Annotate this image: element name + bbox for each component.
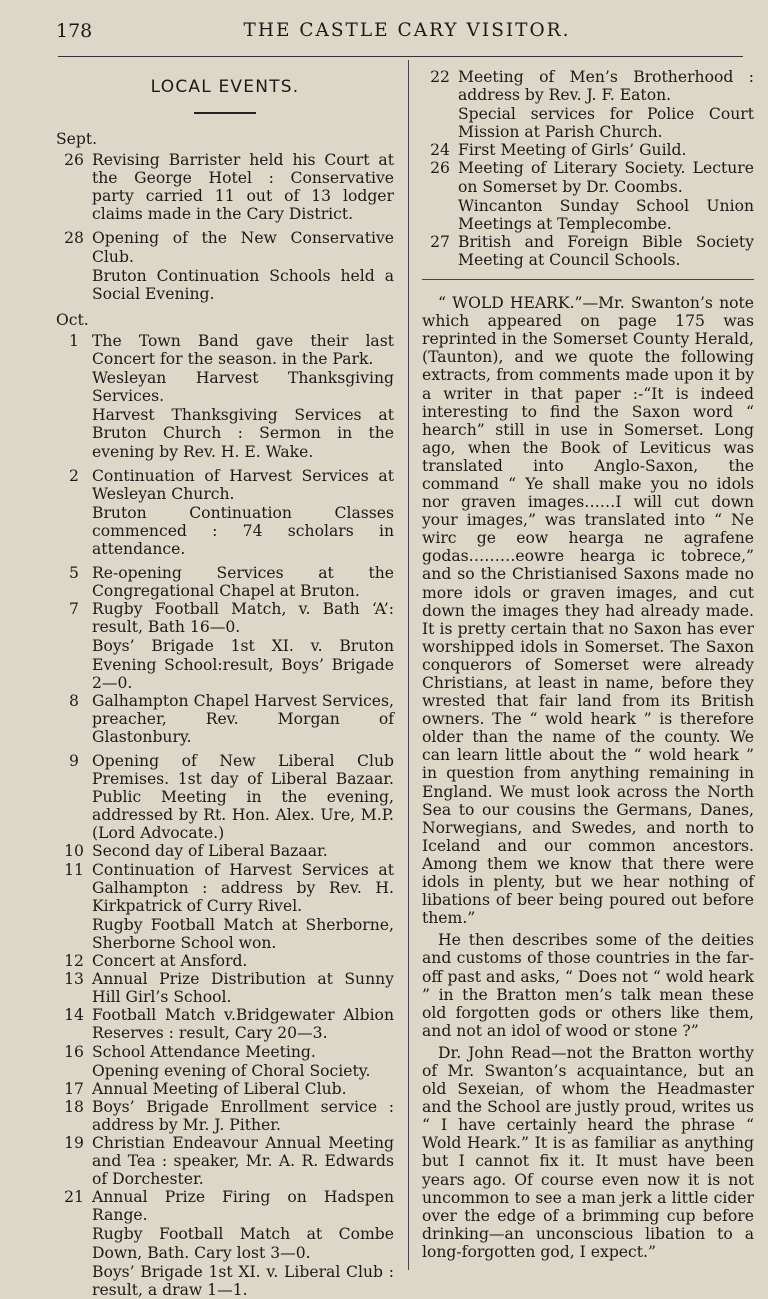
event-texts (92, 861, 394, 952)
event-text: Special services for Police Court Mission at Parish Church. (458, 105, 754, 142)
running-title: THE CASTLE CARY VISITOR. (243, 20, 571, 41)
header-rule (58, 56, 743, 57)
event-texts (458, 233, 754, 269)
event-text: Meeting of Men’s Brotherhood : address by Rev. J. F. Eaton. (458, 68, 754, 105)
event-day: 7 (69, 600, 79, 619)
event-text: The Town Band gave their last Concert for the season. in the Park. (92, 331, 394, 369)
event-text: Annual Prize Distribution at Sunny Hill Girl’s School. (92, 970, 394, 1007)
event-entry (56, 1043, 394, 1080)
event-day: 28 (64, 229, 84, 248)
event-entry (56, 332, 394, 461)
event-entry (56, 1080, 394, 1098)
event-entry (422, 233, 754, 269)
event-day: 18 (64, 1097, 84, 1116)
event-day: 19 (64, 1133, 84, 1152)
event-entry (56, 600, 394, 691)
column-divider (408, 60, 409, 1270)
event-day: 1 (69, 331, 79, 350)
event-day: 24 (430, 141, 450, 160)
event-entry (56, 564, 394, 600)
event-texts (92, 952, 394, 970)
event-entry (422, 68, 754, 141)
event-texts (92, 842, 394, 860)
event-day: 8 (69, 691, 79, 710)
event-entry (56, 467, 394, 558)
event-texts (92, 1134, 394, 1188)
event-texts (92, 151, 394, 223)
event-entry (56, 1188, 394, 1299)
event-day: 21 (64, 1188, 84, 1207)
event-texts (92, 600, 394, 691)
event-entry (56, 1134, 394, 1188)
event-texts (458, 141, 754, 159)
left-column (56, 68, 394, 1299)
event-text: Re-opening Services at the Congregational Chapel at Bruton. (92, 564, 394, 601)
event-text: Continuation of Harvest Services at Wesleyan Church. (92, 466, 394, 503)
event-text: Harvest Thanksgiving Services at Bruton Church : Sermon in the evening by Rev. H. E. Wake. (92, 406, 394, 461)
event-day: 2 (69, 466, 79, 485)
page-header (56, 14, 728, 46)
event-text: Opening evening of Choral Society. (92, 1061, 371, 1080)
right-column (422, 68, 754, 1261)
event-text: Boys’ Brigade 1st XI. v. Liberal Club : result, a draw 1—1. (92, 1262, 394, 1299)
event-text: Annual Meeting of Liberal Club. (92, 1079, 347, 1098)
article-paragraph: “ WOLD HEARK.”—Mr. Swanton’s note which appeared on page 175 was reprinted in the Somerset County Herald, (Taunton), and we quote the following extracts, from comments made upon it by a writer in that paper :-“It is indeed interesting to find the Saxon word “ hearch” still in use in Somerset. Long ago, when the Book of Leviticus was translated into Anglo-Saxon, the command “ Ye shall make you no idols nor graven images……I will cut down your images,” was translated into “ Ne wirc ge eow hearga ne agrafene godas………eowre hearga ic tobrece,” and so the Christianised Saxons made no more idols or graven images, and cut down the images they had already made. It is pretty certain that no Saxon has ever worshipped idols in Somerset. The Saxon conquerors of Somerset were already Christians, at least in name, before they wrested that fair land from its British owners. The “ wold heark ” is therefore older than the name of the county. We can learn little about the “ wold heark ” in question from anything remaining in England. We must look across the North Sea to our cousins the Germans, Danes, Norwegians, and Swedes, and north to Iceland and our common ancestors. Among them we know that there were idols in plenty, but we hear nothing of libations of beer being poured out before them.” (422, 294, 754, 928)
event-texts (92, 229, 394, 302)
event-text: Rugby Football Match, v. Bath ‘A’: result, Bath 16—0. (92, 600, 394, 637)
event-texts (92, 1043, 394, 1080)
event-texts (92, 1006, 394, 1042)
event-text: Rugby Football Match at Combe Down, Bath. Cary lost 3—0. (92, 1225, 394, 1262)
event-texts (458, 68, 754, 141)
event-day: 5 (69, 564, 79, 583)
event-text: Meeting of Literary Society. Lecture on Somerset by Dr. Coombs. (458, 159, 754, 196)
wold-heark-article (422, 294, 754, 1261)
article-paragraph: Dr. John Read—not the Bratton worthy of Mr. Swanton’s acquaintance, but an old Sexeian, of whom the Headmaster and the School are justly proud, writes us “ I have certainly heard the phrase “ Wold Heark.” It is as familiar as anything but I cannot fix it. It must have been years ago. Of course even now it is not uncommon to see a man jerk a little cider over the edge of a brimming cup before drinking—an unconscious libation to a long-forgotten god, I expect.” (422, 1043, 754, 1261)
event-texts (92, 467, 394, 558)
event-text: Galhampton Chapel Harvest Services, preacher, Rev. Morgan of Glastonbury. (92, 691, 394, 746)
article-paragraph: He then describes some of the deities and customs of those countries in the far-off past and asks, “ Does not “ wold heark ” in the Bratton men’s talk mean these old forgotten gods or others like them, and not an idol of wood or stone ?” (422, 931, 754, 1040)
event-entry (422, 159, 754, 232)
event-text: Christian Endeavour Annual Meeting and Tea : speaker, Mr. A. R. Edwards of Dorchester. (92, 1133, 394, 1189)
event-day: 13 (64, 970, 84, 989)
event-text: First Meeting of Girls’ Guild. (458, 141, 687, 160)
event-day: 26 (430, 159, 450, 178)
event-text: Continuation of Harvest Services at Galhampton : address by Rev. H. Kirkpatrick of Curry Rivel. (92, 860, 394, 915)
event-day: 9 (69, 752, 79, 770)
article-rule (422, 279, 754, 280)
event-text: Wesleyan Harvest Thanksgiving Services. (92, 369, 394, 406)
event-entry (56, 842, 394, 860)
event-text: Boys’ Brigade Enrollment service : address by Mr. J. Pither. (92, 1097, 394, 1134)
event-entry (56, 1098, 394, 1134)
event-texts (92, 1080, 394, 1098)
oct-event-list (56, 332, 394, 1299)
event-text: Opening of New Liberal Club Premises. 1st day of Liberal Bazaar. Public Meeting in the evening, addressed by Rt. Hon. Alex. Ure, M.P. (Lord Advocate.) (92, 752, 394, 843)
event-text: British and Foreign Bible Society Meeting at Council Schools. (458, 232, 754, 269)
event-day: 27 (430, 232, 450, 251)
continued-event-list (422, 68, 754, 269)
event-texts (92, 692, 394, 746)
event-texts (92, 970, 394, 1006)
event-entry (56, 229, 394, 302)
event-text: Wincanton Sunday School Union Meetings at Templecombe. (458, 196, 754, 233)
event-texts (458, 159, 754, 232)
event-text: Bruton Continuation Classes commenced : 74 scholars in attendance. (92, 503, 394, 558)
event-entry (56, 970, 394, 1006)
event-day: 16 (64, 1042, 84, 1061)
event-day: 10 (64, 842, 84, 861)
event-text: Revising Barrister held his Court at the George Hotel : Conservative party carried 11 out of 13 lodger claims made in the Cary District. (92, 151, 394, 224)
event-day: 12 (64, 952, 84, 971)
event-text: Bruton Continuation Schools held a Social Evening. (92, 266, 394, 303)
event-day: 14 (64, 1006, 84, 1025)
event-entry (56, 151, 394, 223)
month-heading-oct: Oct. (56, 310, 89, 329)
event-entry (56, 861, 394, 952)
event-text: Football Match v.Bridgewater Albion Reserves : result, Cary 20—3. (92, 1006, 394, 1043)
event-texts (92, 564, 394, 600)
event-text: Boys’ Brigade 1st XI. v. Bruton Evening School:result, Boys’ Brigade 2—0. (92, 637, 394, 692)
event-texts (92, 1098, 394, 1134)
page-number: 178 (56, 20, 93, 42)
title-rule (194, 112, 256, 114)
event-entry (422, 141, 754, 159)
section-title: LOCAL EVENTS. (150, 77, 300, 97)
event-day: 26 (64, 151, 84, 170)
event-day: 17 (64, 1079, 84, 1098)
event-text: School Attendance Meeting. (92, 1042, 316, 1061)
event-texts (92, 332, 394, 461)
event-text: Second day of Liberal Bazaar. (92, 842, 328, 861)
event-entry (56, 952, 394, 970)
sept-event-list (56, 151, 394, 303)
event-text: Opening of the New Conservative Club. (92, 229, 394, 266)
event-entry (56, 752, 394, 842)
event-entry (56, 692, 394, 746)
event-day: 11 (64, 860, 84, 879)
event-text: Rugby Football Match at Sherborne, Sherborne School won. (92, 915, 394, 952)
event-entry (56, 1006, 394, 1042)
event-text: Concert at Ansford. (92, 952, 248, 971)
event-texts (92, 1188, 394, 1299)
event-day: 22 (430, 68, 450, 86)
event-text: Annual Prize Firing on Hadspen Range. (92, 1188, 394, 1225)
event-texts (92, 752, 394, 842)
month-heading-sept: Sept. (56, 130, 98, 148)
